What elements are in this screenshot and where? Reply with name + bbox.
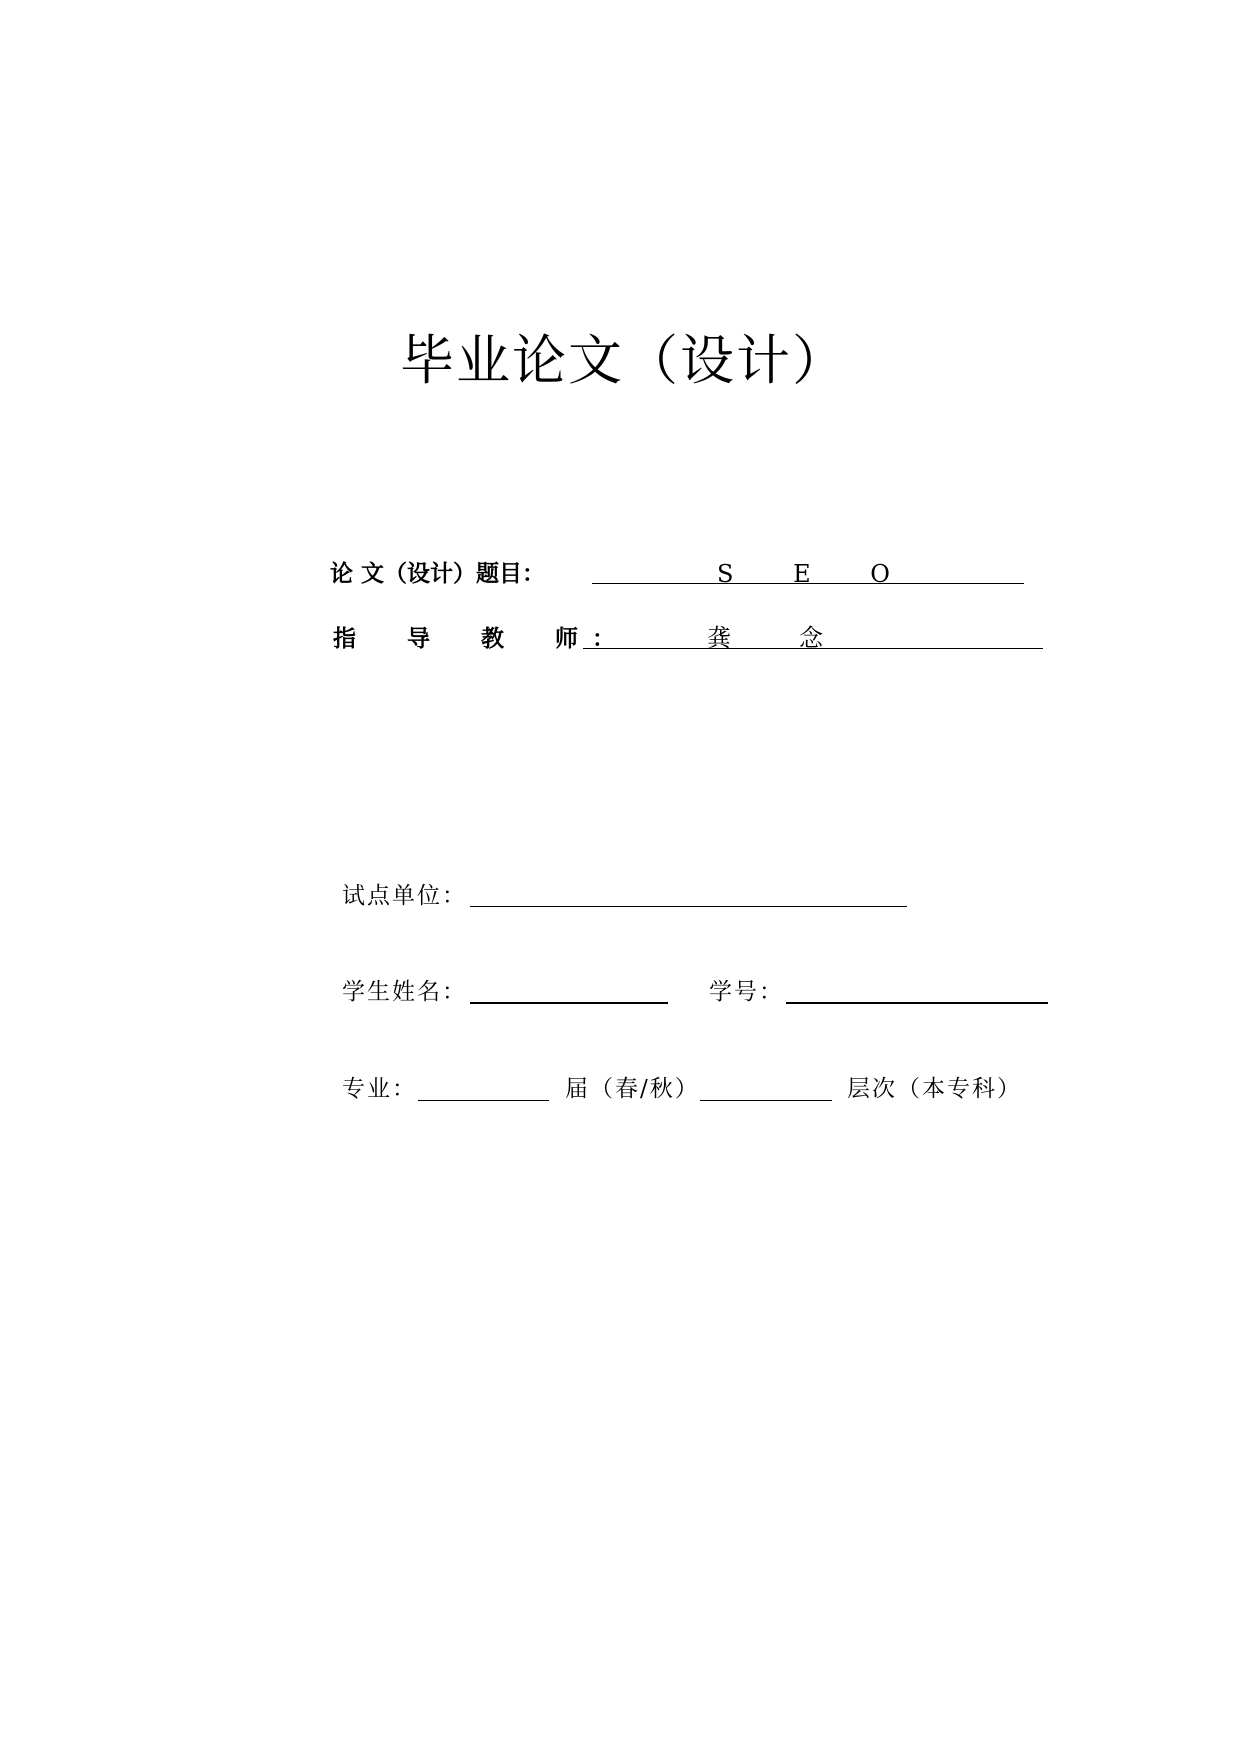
- student-id-underline: [786, 1002, 1048, 1004]
- unit-label: 试点单位：: [342, 883, 467, 909]
- unit-underline: [470, 906, 907, 907]
- level-label: 层次（本专科）: [847, 1076, 1022, 1102]
- page-title: 毕业论文（设计）: [400, 329, 848, 392]
- student-id-label: 学号：: [709, 979, 784, 1005]
- topic-value: S E O: [717, 560, 916, 588]
- topic-label: 论 文（设计）题目：: [330, 561, 546, 587]
- major-underline: [418, 1100, 549, 1101]
- advisor-value: 龚 念: [707, 624, 845, 652]
- session-label: 届（春/秋）: [565, 1076, 700, 1102]
- name-underline: [470, 1002, 668, 1004]
- major-label: 专业：: [342, 1076, 417, 1102]
- session-underline: [700, 1100, 832, 1101]
- advisor-label: 指 导 教 师：: [333, 626, 629, 652]
- name-label: 学生姓名：: [342, 979, 467, 1005]
